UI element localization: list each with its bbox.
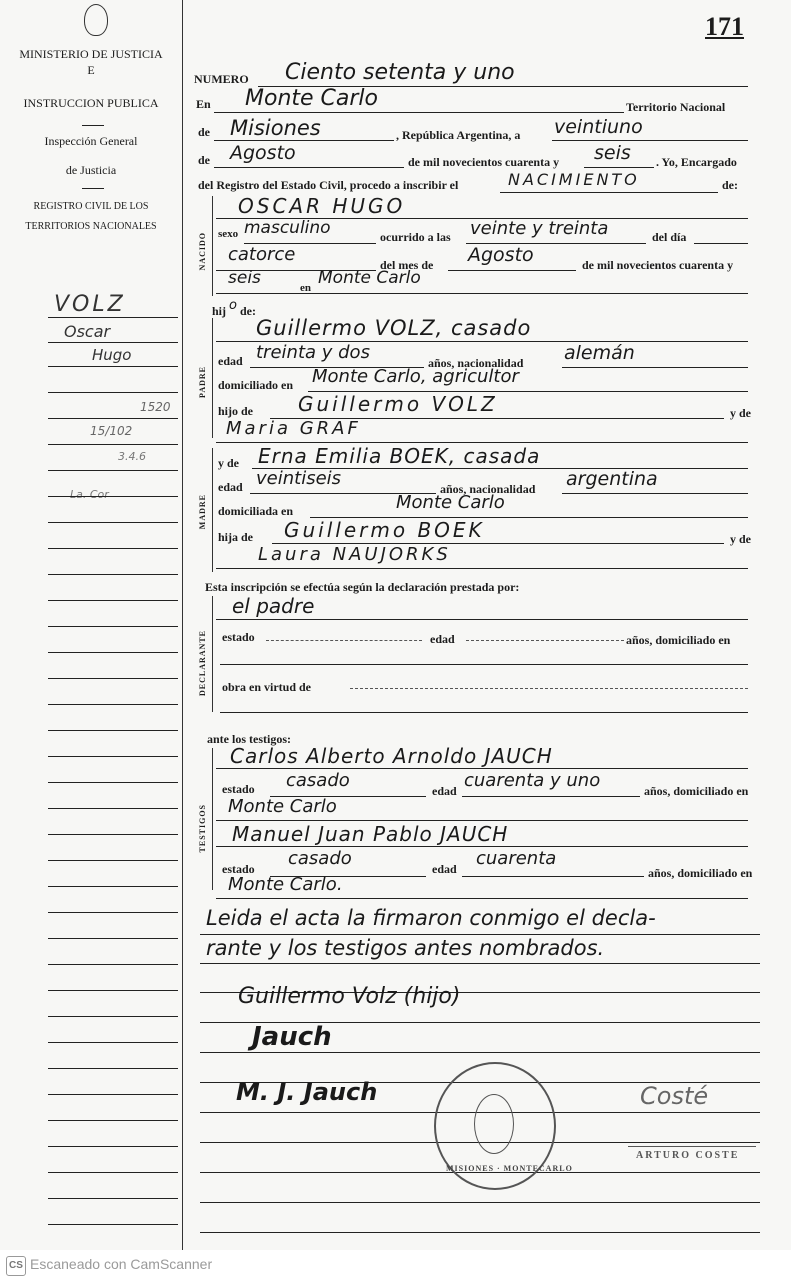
margin-middle-name: Hugo bbox=[92, 346, 132, 364]
margin-rule bbox=[48, 756, 178, 757]
cierre-line1: Leida el acta la firmaron conmigo el decla- bbox=[206, 906, 656, 930]
estado-t1-label: estado bbox=[222, 782, 255, 796]
hora-value: veinte y treinta bbox=[470, 218, 609, 239]
acto-value: NACIMIENTO bbox=[508, 170, 640, 189]
y-de-label: y de bbox=[218, 456, 239, 470]
padre-value: Guillermo VOLZ, casado bbox=[256, 316, 532, 340]
abuela-pat-value: Maria GRAF bbox=[226, 418, 361, 439]
line bbox=[216, 619, 748, 620]
anios-dom-t1-label: años, domiciliado en bbox=[644, 784, 749, 798]
dia-value: veintiuno bbox=[554, 116, 643, 138]
de-label: de bbox=[198, 125, 210, 139]
testigo1-edad-value: cuarenta y uno bbox=[464, 770, 601, 791]
madre-edad-value: veintiseis bbox=[256, 468, 342, 489]
mes-value: Agosto bbox=[230, 142, 296, 164]
anios-dom-label: años, domiciliado en bbox=[626, 633, 731, 647]
ministry-line7: TERRITORIOS NACIONALES bbox=[25, 221, 157, 232]
line bbox=[628, 1146, 756, 1147]
del-dia-label: del día bbox=[652, 230, 687, 244]
line bbox=[220, 664, 748, 665]
declarante-vlabel: DECLARANTE bbox=[198, 630, 207, 697]
section-bracket bbox=[212, 448, 213, 572]
camscanner-footer bbox=[0, 1250, 791, 1280]
margin-note-1: 1520 bbox=[140, 400, 171, 414]
line bbox=[350, 688, 748, 689]
margin-rule bbox=[48, 444, 178, 445]
ministry-line2: E bbox=[87, 63, 95, 77]
madre-nac-value: argentina bbox=[566, 468, 658, 490]
line bbox=[214, 140, 394, 141]
de-colon-label: de: bbox=[722, 178, 738, 192]
line bbox=[216, 568, 748, 569]
hijo-label: hij bbox=[212, 304, 227, 318]
margin-rule bbox=[48, 1224, 178, 1225]
en-label: En bbox=[196, 97, 211, 111]
margin-rule bbox=[48, 366, 178, 367]
mil2-label: de mil novecientos cuarenta y bbox=[582, 258, 734, 272]
line bbox=[200, 1052, 760, 1053]
line bbox=[562, 493, 748, 494]
registro-label: del Registro del Estado Civil, procedo a inscribir el bbox=[198, 178, 459, 192]
firma-padre: Guillermo Volz (hijo) bbox=[238, 984, 461, 1009]
sexo-label: sexo bbox=[218, 228, 239, 240]
margin-rule bbox=[48, 834, 178, 835]
dia-nac-value: catorce bbox=[228, 244, 296, 265]
nombre-value: OSCAR HUGO bbox=[238, 194, 406, 218]
firma-testigo2: M. J. Jauch bbox=[236, 1078, 378, 1106]
abuelo-mat-value: Guillermo BOEK bbox=[284, 518, 485, 542]
domiciliada-label: domiciliada en bbox=[218, 504, 294, 518]
camscanner-text: Escaneado con CamScanner bbox=[30, 1256, 213, 1272]
margin-rule bbox=[48, 1016, 178, 1017]
anios-dom-t2-label: años, domiciliado en bbox=[648, 866, 753, 880]
margin-rule bbox=[48, 600, 178, 601]
padre-edad-value: treinta y dos bbox=[256, 342, 370, 363]
line bbox=[216, 442, 748, 443]
oficial-stamp-name: ARTURO COSTE bbox=[636, 1150, 740, 1161]
testigo2-dom-value: Monte Carlo. bbox=[228, 874, 343, 895]
line bbox=[266, 640, 422, 641]
abuela-mat-value: Laura NAUJORKS bbox=[258, 544, 451, 565]
line bbox=[216, 898, 748, 899]
seal-text: MISIONES · MONTECARLO bbox=[446, 1164, 573, 1173]
header-divider bbox=[82, 125, 104, 126]
padre-vlabel: PADRE bbox=[198, 366, 207, 398]
testigo2-edad-value: cuarenta bbox=[476, 848, 557, 869]
page-number: 171 bbox=[705, 12, 744, 41]
line bbox=[466, 640, 624, 641]
camscanner-logo-icon: CS bbox=[6, 1256, 26, 1276]
line bbox=[200, 1202, 760, 1203]
numero-value: Ciento setenta y uno bbox=[285, 60, 515, 85]
margin-rule bbox=[48, 496, 178, 497]
ministry-line3: INSTRUCCION PUBLICA bbox=[23, 96, 159, 110]
esta-inscripcion-label: Esta inscripción se efectúa según la declaración prestada por: bbox=[205, 580, 520, 594]
edad2-label: edad bbox=[218, 480, 243, 494]
margin-rule bbox=[48, 522, 178, 523]
anio-value: seis bbox=[594, 142, 631, 164]
line bbox=[200, 934, 760, 935]
ministry-line6: REGISTRO CIVIL DE LOS bbox=[33, 201, 149, 212]
line bbox=[462, 876, 644, 877]
seal-emblem-icon bbox=[474, 1094, 514, 1154]
lugar-value: Monte Carlo bbox=[245, 86, 378, 111]
margin-rule bbox=[48, 1172, 178, 1173]
line bbox=[216, 768, 748, 769]
margin-rule bbox=[48, 704, 178, 705]
hijo-suffix: o bbox=[229, 298, 237, 313]
line bbox=[552, 140, 748, 141]
margin-note-3: 3.4.6 bbox=[118, 450, 146, 463]
y-de2-label: y de bbox=[730, 532, 751, 546]
sexo-value: masculino bbox=[244, 218, 331, 238]
madre-dom-value: Monte Carlo bbox=[396, 492, 505, 513]
madre-value: Erna Emilia BOEK, casada bbox=[258, 444, 541, 468]
ministry-line5: de Justicia bbox=[65, 163, 117, 177]
margin-note-2: 15/102 bbox=[90, 424, 133, 438]
ministry-line1: MINISTERIO DE JUSTICIA bbox=[19, 47, 163, 61]
estado-label: estado bbox=[222, 630, 255, 644]
edad-label: edad bbox=[218, 354, 243, 368]
testigo1-dom-value: Monte Carlo bbox=[228, 796, 337, 817]
ante-label: ante los testigos: bbox=[207, 732, 291, 746]
en2-label: en bbox=[300, 282, 311, 294]
margin-rule bbox=[48, 886, 178, 887]
line bbox=[500, 192, 718, 193]
numero-label: NUMERO bbox=[194, 72, 249, 86]
territorio-value: Misiones bbox=[230, 116, 321, 140]
margin-rule bbox=[48, 912, 178, 913]
margin-rule bbox=[48, 548, 178, 549]
testigo1-estado-value: casado bbox=[286, 770, 350, 791]
firma-oficial: Costé bbox=[640, 1082, 709, 1110]
margin-rule bbox=[48, 730, 178, 731]
edad-t1-label: edad bbox=[432, 784, 457, 798]
margin-surname: VOLZ bbox=[54, 292, 126, 317]
line bbox=[584, 167, 654, 168]
edad3-label: edad bbox=[430, 632, 455, 646]
estado-t2-label: estado bbox=[222, 862, 255, 876]
margin-rule bbox=[48, 652, 178, 653]
margin-rule bbox=[48, 342, 178, 343]
margin-rule bbox=[48, 860, 178, 861]
margin-rule bbox=[48, 418, 178, 419]
margin-first-name: Oscar bbox=[64, 322, 111, 341]
coat-of-arms-icon bbox=[84, 4, 108, 36]
ministry-line4: Inspección General bbox=[44, 134, 138, 148]
testigos-vlabel: TESTIGOS bbox=[198, 804, 207, 853]
margin-rule bbox=[48, 1120, 178, 1121]
mil-label: de mil novecientos cuarenta y bbox=[408, 155, 560, 169]
line bbox=[216, 293, 748, 294]
del-mes-label: del mes de bbox=[380, 258, 434, 272]
padre-nac-value: alemán bbox=[564, 342, 635, 364]
margin-note-4: La. Cor bbox=[70, 488, 109, 501]
line bbox=[200, 1232, 760, 1233]
line bbox=[220, 712, 748, 713]
line bbox=[694, 243, 748, 244]
margin-rule bbox=[48, 782, 178, 783]
firma-testigo1: Jauch bbox=[252, 1022, 332, 1052]
margin-rule bbox=[48, 1068, 178, 1069]
section-bracket bbox=[212, 196, 213, 296]
anio-nac-value: seis bbox=[228, 268, 261, 288]
abuelo-pat-value: Guillermo VOLZ bbox=[298, 392, 498, 416]
madre-vlabel: MADRE bbox=[198, 494, 207, 530]
margin-rule bbox=[48, 574, 178, 575]
hija-de-label: hija de bbox=[218, 530, 254, 544]
line bbox=[214, 167, 404, 168]
margin-rule bbox=[48, 678, 178, 679]
line bbox=[562, 367, 748, 368]
section-bracket bbox=[212, 596, 213, 712]
cierre-line2: rante y los testigos antes nombrados. bbox=[206, 936, 605, 960]
declarante-value: el padre bbox=[232, 594, 315, 618]
margin-rule bbox=[48, 990, 178, 991]
margin-rule bbox=[48, 317, 178, 318]
y-de-end-label: y de bbox=[730, 406, 751, 420]
domiciliado-en-label: domiciliado en bbox=[218, 378, 294, 392]
margin-rule bbox=[48, 1146, 178, 1147]
margin-rule bbox=[48, 1198, 178, 1199]
margin-rule bbox=[48, 808, 178, 809]
header-divider bbox=[82, 188, 104, 189]
section-bracket bbox=[212, 748, 213, 890]
line bbox=[216, 820, 748, 821]
hijo-de-label: hijo de bbox=[218, 404, 254, 418]
margin-rule bbox=[48, 938, 178, 939]
section-bracket bbox=[212, 318, 213, 438]
line bbox=[200, 963, 760, 964]
margin-rule bbox=[48, 470, 178, 471]
margin-rule bbox=[48, 1094, 178, 1095]
territorio-label: Territorio Nacional bbox=[626, 100, 726, 114]
republica-label: , República Argentina, a bbox=[396, 128, 521, 142]
ocurrido-label: ocurrido a las bbox=[380, 230, 451, 244]
edad-t2-label: edad bbox=[432, 862, 457, 876]
nacido-vlabel: NACIDO bbox=[198, 232, 207, 271]
testigo2-value: Manuel Juan Pablo JAUCH bbox=[232, 822, 509, 846]
line bbox=[448, 270, 576, 271]
lugar-nac-value: Monte Carlo bbox=[318, 268, 421, 288]
line bbox=[214, 112, 624, 113]
padre-dom-value: Monte Carlo, agricultor bbox=[312, 366, 519, 387]
line bbox=[216, 846, 748, 847]
testigo1-value: Carlos Alberto Arnoldo JAUCH bbox=[230, 744, 553, 768]
anios-nac-label: años, nacionalidad bbox=[428, 356, 524, 370]
obra-label: obra en virtud de bbox=[222, 680, 312, 694]
de2-label: de bbox=[198, 153, 210, 167]
de3-label: de: bbox=[240, 304, 256, 318]
margin-rule bbox=[48, 392, 178, 393]
testigo2-estado-value: casado bbox=[288, 848, 352, 869]
margin-rule bbox=[48, 626, 178, 627]
margin-rule bbox=[48, 964, 178, 965]
anios-nac2-label: años, nacionalidad bbox=[440, 482, 536, 496]
yo-label: . Yo, Encargado bbox=[656, 155, 737, 169]
line bbox=[462, 796, 640, 797]
mes-nac-value: Agosto bbox=[468, 244, 534, 266]
margin-rule bbox=[48, 1042, 178, 1043]
